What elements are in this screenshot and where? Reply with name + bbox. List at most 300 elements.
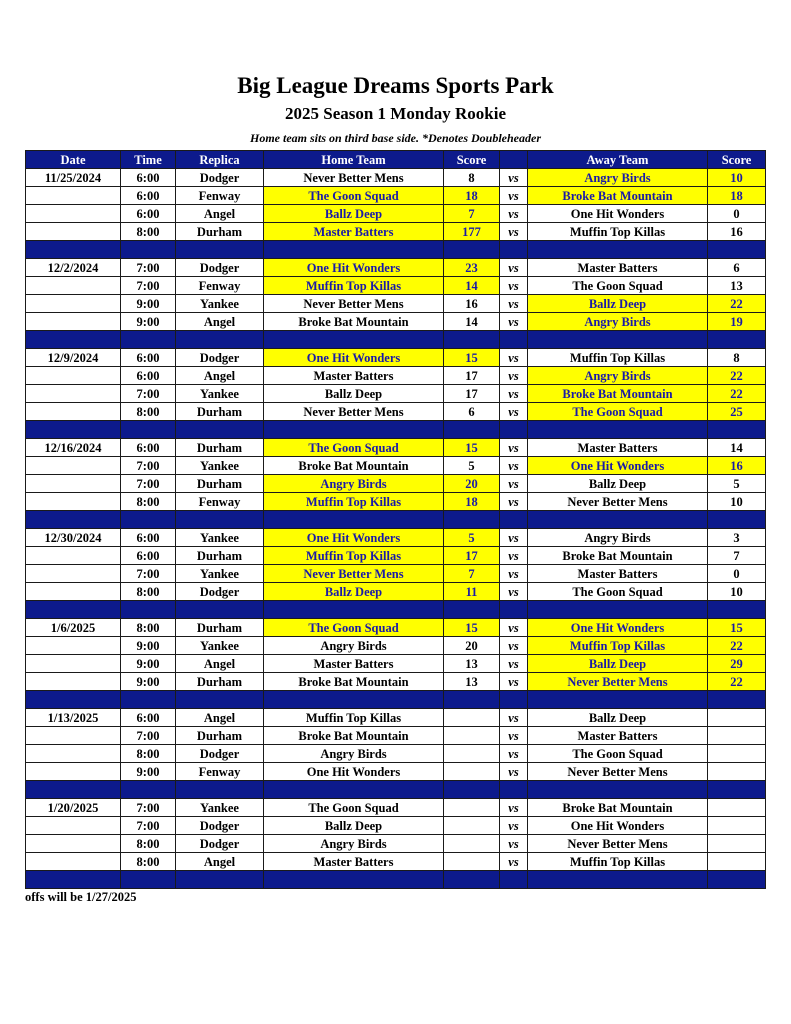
replica-field-cell: Yankee (176, 295, 264, 313)
home-score-cell: 17 (444, 547, 500, 565)
separator-cell (500, 871, 528, 889)
home-team-cell: The Goon Squad (264, 619, 444, 637)
separator-cell (528, 601, 708, 619)
separator-cell (26, 241, 121, 259)
home-team-cell: Ballz Deep (264, 817, 444, 835)
away-score-cell: 10 (708, 169, 766, 187)
home-team-cell: Never Better Mens (264, 565, 444, 583)
time-cell: 6:00 (121, 547, 176, 565)
game-row (26, 295, 766, 313)
week-separator-row (26, 691, 766, 709)
home-team-cell: Angry Birds (264, 745, 444, 763)
game-row (26, 403, 766, 421)
date-cell: 12/16/2024 (26, 439, 121, 457)
home-team-cell: Muffin Top Killas (264, 277, 444, 295)
home-score-cell (444, 709, 500, 727)
home-team-cell: Master Batters (264, 367, 444, 385)
away-team-cell: Broke Bat Mountain (528, 547, 708, 565)
home-team-cell: Master Batters (264, 655, 444, 673)
replica-field-cell: Angel (176, 853, 264, 871)
away-team-cell: Muffin Top Killas (528, 223, 708, 241)
home-score-cell (444, 853, 500, 871)
replica-field-cell: Durham (176, 673, 264, 691)
separator-cell (444, 871, 500, 889)
away-score-cell: 14 (708, 439, 766, 457)
vs-cell: vs (500, 277, 528, 295)
separator-cell (444, 241, 500, 259)
replica-field-cell: Dodger (176, 745, 264, 763)
away-score-cell (708, 727, 766, 745)
home-score-cell: 7 (444, 205, 500, 223)
game-row (26, 853, 766, 871)
separator-cell (176, 871, 264, 889)
vs-cell: vs (500, 187, 528, 205)
replica-field-cell: Yankee (176, 457, 264, 475)
home-score-cell (444, 817, 500, 835)
away-score-cell: 10 (708, 493, 766, 511)
date-cell (26, 763, 121, 781)
week-separator-row (26, 511, 766, 529)
game-row (26, 619, 766, 637)
home-team-cell: Broke Bat Mountain (264, 727, 444, 745)
vs-cell: vs (500, 727, 528, 745)
separator-cell (26, 331, 121, 349)
date-cell: 1/6/2025 (26, 619, 121, 637)
home-score-cell: 17 (444, 385, 500, 403)
away-team-cell: Never Better Mens (528, 763, 708, 781)
away-team-cell: Muffin Top Killas (528, 853, 708, 871)
home-team-cell: Muffin Top Killas (264, 493, 444, 511)
game-row (26, 835, 766, 853)
date-cell (26, 835, 121, 853)
away-team-cell: Broke Bat Mountain (528, 799, 708, 817)
away-score-cell: 3 (708, 529, 766, 547)
vs-cell: vs (500, 655, 528, 673)
separator-cell (500, 511, 528, 529)
date-cell: 12/30/2024 (26, 529, 121, 547)
replica-field-cell: Durham (176, 223, 264, 241)
replica-field-cell: Durham (176, 439, 264, 457)
home-team-cell: One Hit Wonders (264, 259, 444, 277)
home-team-cell: One Hit Wonders (264, 529, 444, 547)
vs-cell: vs (500, 295, 528, 313)
replica-field-cell: Angel (176, 655, 264, 673)
col-header-date: Date (26, 151, 121, 169)
separator-cell (528, 241, 708, 259)
home-score-cell: 14 (444, 313, 500, 331)
separator-cell (121, 421, 176, 439)
vs-cell: vs (500, 367, 528, 385)
away-team-cell: Muffin Top Killas (528, 349, 708, 367)
separator-cell (176, 511, 264, 529)
col-header-vs (500, 151, 528, 169)
away-team-cell: Ballz Deep (528, 655, 708, 673)
time-cell: 6:00 (121, 529, 176, 547)
replica-field-cell: Dodger (176, 259, 264, 277)
game-row (26, 565, 766, 583)
home-score-cell: 5 (444, 457, 500, 475)
home-team-cell: Master Batters (264, 223, 444, 241)
game-row (26, 817, 766, 835)
separator-cell (26, 601, 121, 619)
date-cell (26, 403, 121, 421)
separator-cell (264, 511, 444, 529)
home-score-cell: 15 (444, 619, 500, 637)
replica-field-cell: Yankee (176, 565, 264, 583)
replica-field-cell: Dodger (176, 349, 264, 367)
home-score-cell: 8 (444, 169, 500, 187)
separator-cell (121, 601, 176, 619)
replica-field-cell: Yankee (176, 799, 264, 817)
separator-cell (176, 781, 264, 799)
game-row (26, 529, 766, 547)
game-row (26, 205, 766, 223)
date-cell (26, 583, 121, 601)
game-row (26, 277, 766, 295)
home-score-cell (444, 799, 500, 817)
home-score-cell: 13 (444, 655, 500, 673)
away-team-cell: One Hit Wonders (528, 817, 708, 835)
separator-cell (121, 241, 176, 259)
home-score-cell: 13 (444, 673, 500, 691)
game-row (26, 187, 766, 205)
home-score-cell: 5 (444, 529, 500, 547)
away-team-cell: Muffin Top Killas (528, 637, 708, 655)
home-team-cell: Angry Birds (264, 835, 444, 853)
away-score-cell: 22 (708, 673, 766, 691)
separator-cell (708, 421, 766, 439)
away-team-cell: Ballz Deep (528, 295, 708, 313)
date-cell (26, 277, 121, 295)
vs-cell: vs (500, 799, 528, 817)
home-team-cell: The Goon Squad (264, 439, 444, 457)
date-cell (26, 655, 121, 673)
home-score-cell: 14 (444, 277, 500, 295)
replica-field-cell: Fenway (176, 187, 264, 205)
separator-cell (264, 241, 444, 259)
vs-cell: vs (500, 673, 528, 691)
separator-cell (708, 511, 766, 529)
date-cell (26, 205, 121, 223)
date-cell (26, 367, 121, 385)
date-cell (26, 853, 121, 871)
separator-cell (26, 871, 121, 889)
home-team-cell: Never Better Mens (264, 295, 444, 313)
separator-cell (708, 331, 766, 349)
date-cell (26, 385, 121, 403)
separator-cell (708, 601, 766, 619)
home-team-cell: Ballz Deep (264, 205, 444, 223)
separator-cell (528, 781, 708, 799)
replica-field-cell: Fenway (176, 277, 264, 295)
replica-field-cell: Yankee (176, 637, 264, 655)
game-row (26, 673, 766, 691)
time-cell: 8:00 (121, 853, 176, 871)
game-row (26, 349, 766, 367)
separator-cell (176, 691, 264, 709)
vs-cell: vs (500, 763, 528, 781)
home-team-cell: Never Better Mens (264, 403, 444, 421)
time-cell: 6:00 (121, 187, 176, 205)
away-team-cell: One Hit Wonders (528, 457, 708, 475)
game-row (26, 475, 766, 493)
replica-field-cell: Durham (176, 475, 264, 493)
home-team-cell: Broke Bat Mountain (264, 313, 444, 331)
away-score-cell: 8 (708, 349, 766, 367)
time-cell: 9:00 (121, 673, 176, 691)
away-team-cell: Never Better Mens (528, 673, 708, 691)
replica-field-cell: Durham (176, 403, 264, 421)
home-team-cell: Muffin Top Killas (264, 709, 444, 727)
vs-cell: vs (500, 223, 528, 241)
replica-field-cell: Dodger (176, 817, 264, 835)
col-header-away-score: Score (708, 151, 766, 169)
away-score-cell: 19 (708, 313, 766, 331)
vs-cell: vs (500, 853, 528, 871)
away-team-cell: Ballz Deep (528, 709, 708, 727)
game-row (26, 655, 766, 673)
vs-cell: vs (500, 709, 528, 727)
col-header-time: Time (121, 151, 176, 169)
home-team-cell: Never Better Mens (264, 169, 444, 187)
home-score-cell (444, 835, 500, 853)
game-row (26, 439, 766, 457)
vs-cell: vs (500, 637, 528, 655)
separator-cell (121, 511, 176, 529)
separator-cell (528, 331, 708, 349)
replica-field-cell: Durham (176, 547, 264, 565)
date-cell (26, 223, 121, 241)
home-score-cell: 18 (444, 493, 500, 511)
away-team-cell: Never Better Mens (528, 493, 708, 511)
vs-cell: vs (500, 349, 528, 367)
home-score-cell: 177 (444, 223, 500, 241)
replica-field-cell: Angel (176, 205, 264, 223)
page-subtitle: 2025 Season 1 Monday Rookie (284, 104, 507, 123)
away-team-cell: Angry Birds (528, 169, 708, 187)
col-header-home-score: Score (444, 151, 500, 169)
separator-cell (176, 601, 264, 619)
date-cell (26, 457, 121, 475)
away-team-cell: The Goon Squad (528, 277, 708, 295)
home-team-cell: One Hit Wonders (264, 349, 444, 367)
away-team-cell: Master Batters (528, 439, 708, 457)
separator-cell (500, 691, 528, 709)
schedule-body (26, 169, 766, 889)
separator-cell (444, 421, 500, 439)
away-score-cell (708, 709, 766, 727)
separator-cell (121, 331, 176, 349)
time-cell: 6:00 (121, 349, 176, 367)
time-cell: 7:00 (121, 565, 176, 583)
replica-field-cell: Fenway (176, 493, 264, 511)
away-score-cell: 7 (708, 547, 766, 565)
away-team-cell: Master Batters (528, 565, 708, 583)
home-team-cell: Muffin Top Killas (264, 547, 444, 565)
time-cell: 9:00 (121, 637, 176, 655)
vs-cell: vs (500, 547, 528, 565)
game-row (26, 493, 766, 511)
away-team-cell: Broke Bat Mountain (528, 187, 708, 205)
away-score-cell (708, 835, 766, 853)
replica-field-cell: Dodger (176, 835, 264, 853)
separator-cell (708, 781, 766, 799)
home-team-cell: The Goon Squad (264, 187, 444, 205)
home-score-cell: 6 (444, 403, 500, 421)
time-cell: 6:00 (121, 367, 176, 385)
separator-cell (264, 691, 444, 709)
game-row (26, 583, 766, 601)
week-separator-row (26, 331, 766, 349)
time-cell: 7:00 (121, 457, 176, 475)
away-team-cell: Never Better Mens (528, 835, 708, 853)
date-cell (26, 313, 121, 331)
home-team-cell: Master Batters (264, 853, 444, 871)
home-score-cell: 7 (444, 565, 500, 583)
vs-cell: vs (500, 403, 528, 421)
away-score-cell (708, 799, 766, 817)
week-separator-row (26, 781, 766, 799)
away-score-cell: 25 (708, 403, 766, 421)
vs-cell: vs (500, 385, 528, 403)
game-row (26, 367, 766, 385)
separator-cell (708, 871, 766, 889)
home-team-cell: Angry Birds (264, 637, 444, 655)
away-score-cell: 22 (708, 385, 766, 403)
game-row (26, 259, 766, 277)
time-cell: 8:00 (121, 583, 176, 601)
away-score-cell: 0 (708, 205, 766, 223)
separator-cell (708, 691, 766, 709)
home-score-cell: 17 (444, 367, 500, 385)
game-row (26, 457, 766, 475)
separator-cell (500, 601, 528, 619)
time-cell: 7:00 (121, 277, 176, 295)
away-team-cell: Master Batters (528, 259, 708, 277)
date-cell (26, 295, 121, 313)
separator-cell (264, 871, 444, 889)
date-cell (26, 475, 121, 493)
replica-field-cell: Durham (176, 727, 264, 745)
date-cell: 1/20/2025 (26, 799, 121, 817)
away-team-cell: The Goon Squad (528, 403, 708, 421)
game-row (26, 637, 766, 655)
home-team-cell: Broke Bat Mountain (264, 673, 444, 691)
separator-cell (444, 691, 500, 709)
game-row (26, 223, 766, 241)
away-team-cell: One Hit Wonders (528, 205, 708, 223)
date-cell (26, 673, 121, 691)
time-cell: 8:00 (121, 619, 176, 637)
away-score-cell (708, 853, 766, 871)
time-cell: 8:00 (121, 745, 176, 763)
time-cell: 7:00 (121, 817, 176, 835)
home-team-cell: One Hit Wonders (264, 763, 444, 781)
replica-field-cell: Dodger (176, 583, 264, 601)
away-score-cell: 29 (708, 655, 766, 673)
replica-field-cell: Dodger (176, 169, 264, 187)
time-cell: 7:00 (121, 727, 176, 745)
separator-cell (708, 241, 766, 259)
separator-cell (500, 331, 528, 349)
week-separator-row (26, 601, 766, 619)
away-score-cell: 15 (708, 619, 766, 637)
separator-cell (264, 421, 444, 439)
separator-cell (528, 511, 708, 529)
away-team-cell: Angry Birds (528, 313, 708, 331)
week-separator-row (26, 871, 766, 889)
page-title: Big League Dreams Sports Park (237, 73, 554, 98)
home-score-cell: 15 (444, 349, 500, 367)
separator-cell (444, 511, 500, 529)
time-cell: 9:00 (121, 763, 176, 781)
away-score-cell: 18 (708, 187, 766, 205)
home-score-cell: 20 (444, 637, 500, 655)
separator-cell (176, 421, 264, 439)
date-cell (26, 493, 121, 511)
doubleheader-note: Home team sits on third base side. *Denotes Doubleheader (250, 131, 541, 145)
date-cell: 1/13/2025 (26, 709, 121, 727)
time-cell: 9:00 (121, 295, 176, 313)
header-row (26, 151, 766, 169)
home-score-cell: 11 (444, 583, 500, 601)
home-team-cell: Angry Birds (264, 475, 444, 493)
game-row (26, 169, 766, 187)
vs-cell: vs (500, 205, 528, 223)
time-cell: 7:00 (121, 259, 176, 277)
date-cell (26, 187, 121, 205)
playoffs-note: offs will be 1/27/2025 (25, 890, 137, 904)
vs-cell: vs (500, 439, 528, 457)
date-cell (26, 547, 121, 565)
date-cell (26, 565, 121, 583)
time-cell: 8:00 (121, 403, 176, 421)
date-cell (26, 637, 121, 655)
replica-field-cell: Angel (176, 709, 264, 727)
replica-field-cell: Yankee (176, 529, 264, 547)
home-score-cell: 20 (444, 475, 500, 493)
time-cell: 9:00 (121, 313, 176, 331)
time-cell: 6:00 (121, 205, 176, 223)
replica-field-cell: Angel (176, 313, 264, 331)
away-score-cell: 22 (708, 295, 766, 313)
home-score-cell: 15 (444, 439, 500, 457)
separator-cell (176, 331, 264, 349)
separator-cell (444, 601, 500, 619)
col-header-away-team: Away Team (528, 151, 708, 169)
replica-field-cell: Angel (176, 367, 264, 385)
separator-cell (121, 691, 176, 709)
away-team-cell: The Goon Squad (528, 583, 708, 601)
away-score-cell: 22 (708, 637, 766, 655)
game-row (26, 385, 766, 403)
time-cell: 7:00 (121, 799, 176, 817)
home-score-cell (444, 727, 500, 745)
separator-cell (500, 781, 528, 799)
time-cell: 8:00 (121, 835, 176, 853)
col-header-home-team: Home Team (264, 151, 444, 169)
away-score-cell: 16 (708, 457, 766, 475)
separator-cell (26, 691, 121, 709)
home-team-cell: Ballz Deep (264, 385, 444, 403)
home-team-cell: Ballz Deep (264, 583, 444, 601)
vs-cell: vs (500, 475, 528, 493)
vs-cell: vs (500, 457, 528, 475)
vs-cell: vs (500, 583, 528, 601)
separator-cell (528, 691, 708, 709)
time-cell: 9:00 (121, 655, 176, 673)
vs-cell: vs (500, 619, 528, 637)
